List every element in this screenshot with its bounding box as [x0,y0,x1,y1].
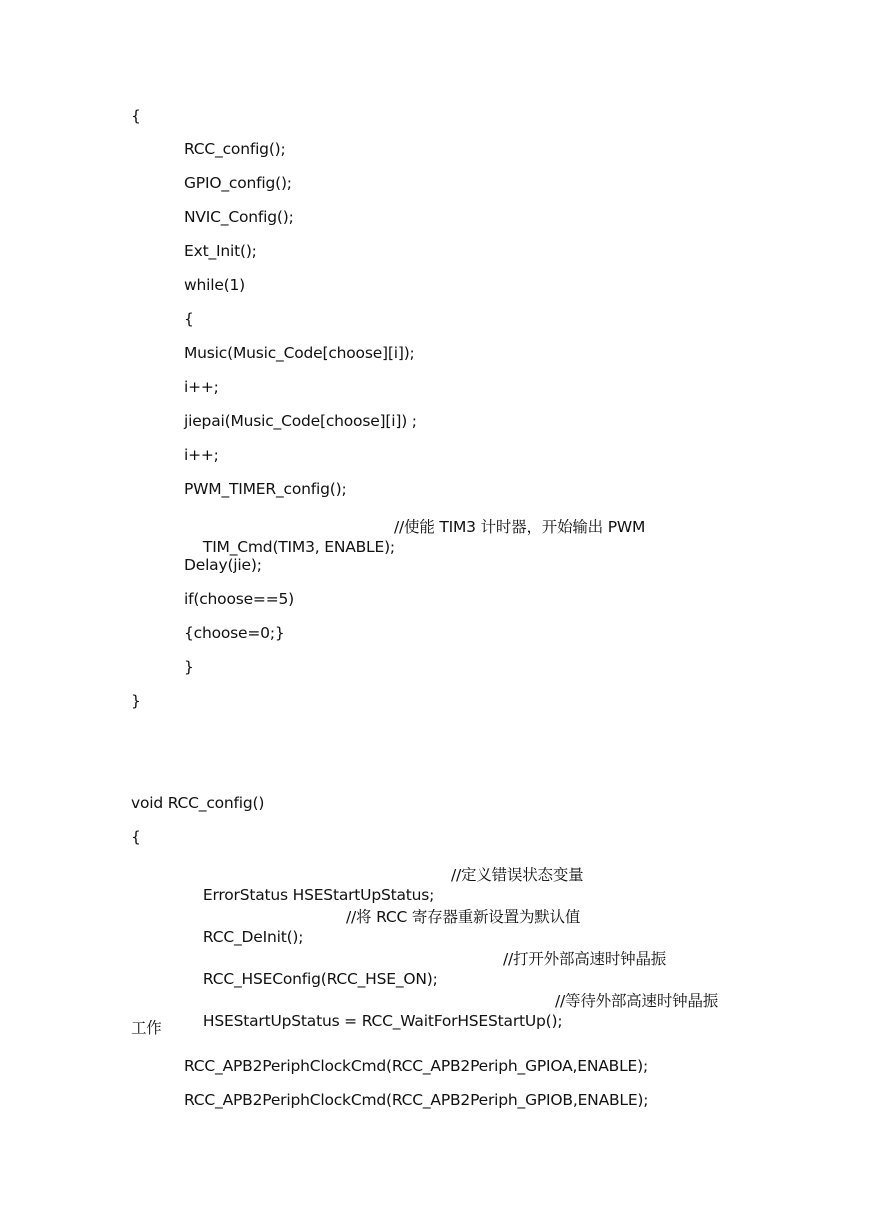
main-close-brace: } [131,692,141,710]
code-line: i++; [184,446,219,464]
code-comment: //打开外部高速时钟晶振 [503,950,667,968]
code-line: if(choose==5) [184,590,295,608]
code-comment: //使能 TIM3 计时器，开始输出 PWM [394,518,646,536]
code-line: RCC_APB2PeriphClockCmd(RCC_APB2Periph_GPIOA,ENABLE); [184,1057,649,1075]
code-line: { [184,310,194,328]
code-line: } [184,658,194,676]
function-signature: void RCC_config() [131,794,265,812]
code-comment: //定义错误状态变量 [451,866,584,884]
code-line-with-comment [184,517,784,597]
code-line: Delay(jie); [184,556,262,574]
function-open-brace: { [131,828,141,846]
code-comment: //将 RCC 寄存器重新设置为默认值 [346,908,581,926]
code-line: {choose=0;} [184,624,285,642]
code-line: PWM_TIMER_config(); [184,480,347,498]
wrapped-comment-text: 工作 [131,1019,162,1037]
code-text: RCC_HSEConfig(RCC_HSE_ON); [202,970,438,988]
code-text: ErrorStatus HSEStartUpStatus; [202,886,435,904]
code-line: NVIC_Config(); [184,208,294,226]
code-comment: //等待外部高速时钟晶振 [555,992,719,1010]
code-text: RCC_DeInit(); [202,928,304,946]
code-line: RCC_APB2PeriphClockCmd(RCC_APB2Periph_GPIOB,ENABLE); [184,1091,649,1109]
code-text: TIM_Cmd(TIM3, ENABLE); [202,538,395,556]
main-open-brace: { [131,107,141,125]
code-line: GPIO_config(); [184,174,292,192]
code-text: HSEStartUpStatus = RCC_WaitForHSEStartUp(); [202,1012,563,1030]
code-line: while(1) [184,276,246,294]
code-line: RCC_config(); [184,140,286,158]
code-line: Music(Music_Code[choose][i]); [184,344,415,362]
code-line: jiepai(Music_Code[choose][i]) ; [184,412,417,430]
code-line: Ext_Init(); [184,242,257,260]
code-line: i++; [184,378,219,396]
